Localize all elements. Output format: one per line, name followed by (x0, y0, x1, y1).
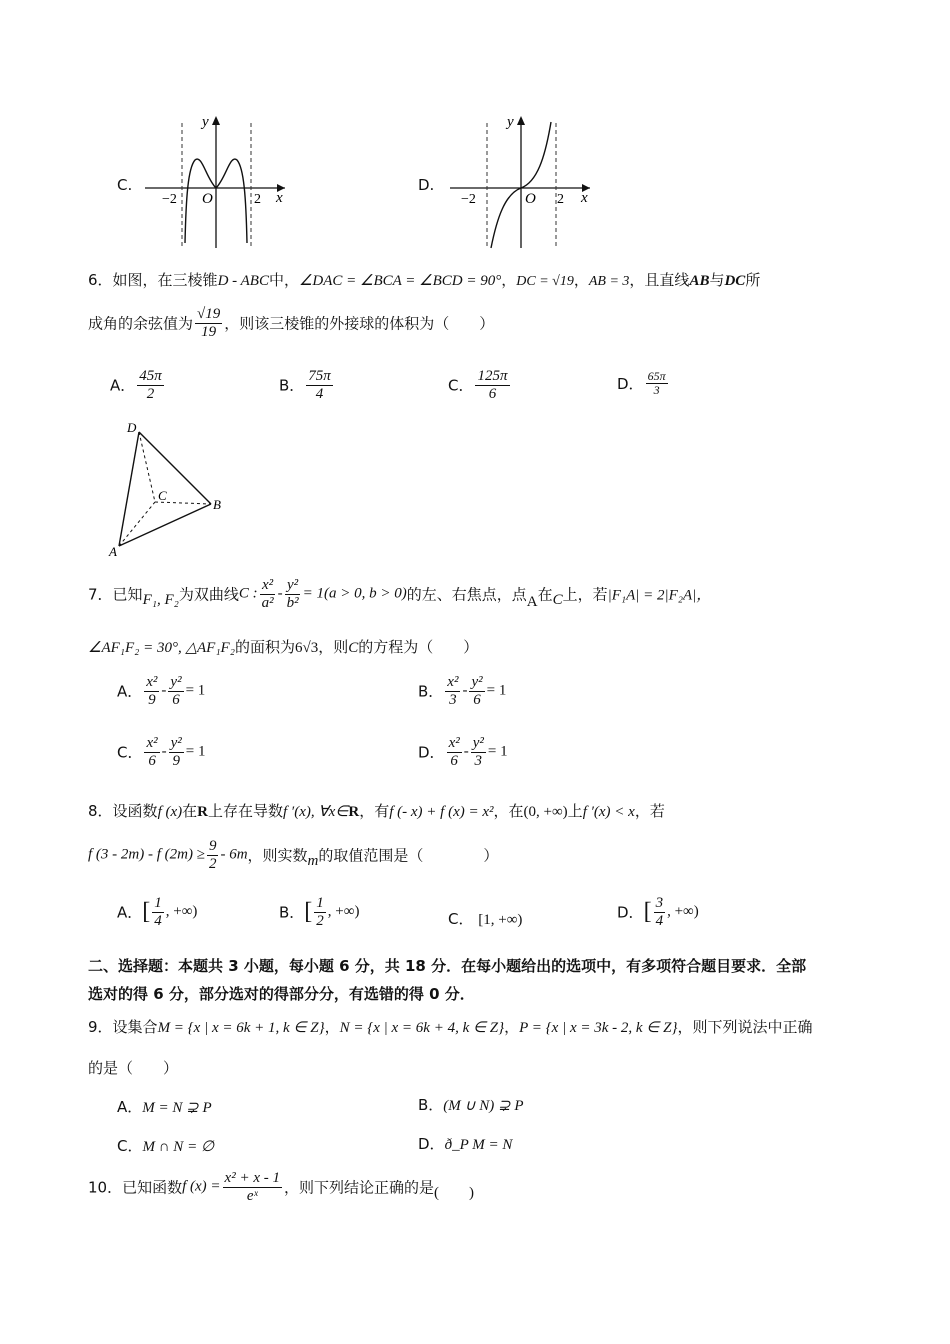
distance-condition: |F₁A| = 2|F₂A|， (607, 587, 712, 604)
minus-sign: - (463, 743, 469, 760)
q5-graph-c (140, 108, 290, 253)
text: ，且直线 (629, 271, 690, 289)
fraction (207, 838, 219, 872)
minus-sign: - (277, 585, 283, 602)
interval-tail: , +∞) (667, 903, 699, 920)
vertex-d: D (127, 420, 137, 435)
option-label: D． (418, 743, 445, 762)
function-fraction (223, 1170, 282, 1204)
separator: ， (504, 1018, 520, 1036)
text: ，则实数 (247, 846, 308, 865)
a-squared: 9 (148, 691, 156, 708)
option-label: C． (448, 910, 474, 928)
option-expr: M ∩ N = ∅ (142, 1139, 215, 1155)
question-number: 9． (88, 1018, 113, 1036)
text: 与 (709, 271, 725, 289)
numerator: 1 (316, 895, 324, 911)
denominator: 2 (208, 855, 217, 872)
b-squared: 6 (172, 691, 180, 708)
equation-rhs: = 1 (185, 682, 206, 699)
b-squared: 6 (473, 691, 481, 708)
denominator: 4 (315, 385, 324, 402)
option-label: B． (418, 1096, 444, 1114)
vertex-c: C (158, 488, 167, 503)
option-label: A． (117, 1098, 143, 1116)
curve-name: C : (238, 585, 258, 602)
text: 设集合 (112, 1018, 158, 1036)
tick-pos: 2 (254, 192, 261, 207)
q6-tetrahedron-figure (105, 418, 235, 560)
set-p: P = {x | x = 3k - 2, k ∈ Z} (519, 1020, 678, 1036)
text: 上 (567, 802, 583, 820)
tick-pos: 2 (557, 192, 564, 207)
b-squared: 9 (172, 752, 180, 769)
vertex-b: B (213, 497, 221, 512)
option-label: C． (117, 743, 143, 762)
text: ，则下列结论正确的是 (283, 1178, 434, 1197)
q6-option-c[interactable] (448, 368, 512, 402)
a-squared: 6 (148, 752, 156, 769)
q9-option-d[interactable] (418, 1133, 512, 1154)
q9-option-a[interactable] (117, 1096, 212, 1117)
text: 为双曲线 (178, 585, 239, 604)
q7-line2 (88, 636, 478, 657)
text: 中， (268, 271, 299, 289)
question-number: 6． (88, 271, 113, 289)
y-label: y (202, 114, 209, 130)
question-number: 7． (88, 585, 113, 604)
interval: (0, +∞) (523, 804, 568, 820)
denominator: 6 (488, 385, 497, 402)
option-label: C． (117, 1137, 143, 1155)
interval: [1, +∞) (478, 912, 523, 928)
text: ，有 (359, 802, 390, 820)
inequality-lhs: f (3 - 2m) - f (2m) ≥ (88, 846, 205, 863)
inequality-rhs: - 6m (220, 846, 248, 863)
q7-option-b[interactable]: B． $\frac{\text{x²}}{3}$ - $\frac{\text{y²}}{6}$ = 1 (418, 674, 507, 708)
option-value (306, 368, 333, 402)
b-squared: 3 (474, 752, 483, 769)
text: ，则下列说法中正确 (677, 1018, 813, 1036)
text: ，在 (493, 802, 524, 820)
curve-c: C (552, 591, 563, 608)
numerator: √19 (197, 306, 221, 322)
option-label: A． (110, 376, 136, 395)
line-dc: DC (724, 273, 746, 289)
q9-option-c[interactable] (117, 1135, 214, 1156)
q7-option-c[interactable]: C． $\frac{\text{x²}}{6}$ - $\frac{\text{y²}}{9}$ = 1 (117, 735, 206, 769)
function-f: f (x) (157, 804, 183, 820)
equation-rhs: = 1 (185, 743, 206, 760)
text: 的取值范围是（ ） (318, 846, 499, 865)
text: ，则该三棱锥的外接球的体积为（ ） (224, 314, 495, 333)
q6-option-b[interactable] (279, 368, 335, 402)
vertex-a: A (109, 544, 117, 559)
origin-label: O (202, 191, 213, 207)
q9-line2: 的是（ ） (88, 1059, 179, 1077)
x-label: x (276, 190, 283, 206)
section-2-heading-line2: 选对的得 6 分，部分选对的得部分分，有选错的得 0 分． (88, 985, 475, 1003)
y-arrow-icon (517, 116, 525, 125)
denominator: 2 (146, 385, 155, 402)
q8-line1 (88, 800, 665, 821)
angle-condition: ∠DAC = ∠BCA = ∠BCD = 90° (298, 273, 502, 289)
text: 已知 (112, 585, 143, 604)
text: ，则 (318, 638, 349, 656)
y-term: $\frac{\text{y²}}{\text{b²}}$ (286, 577, 299, 611)
x-term: $\frac{\text{x²}}{\text{a²}}$ (261, 577, 274, 611)
equation-rhs: = 1 (486, 682, 507, 699)
option-value (475, 368, 509, 402)
minus-sign: - (161, 743, 167, 760)
q7-option-d[interactable]: D． $\frac{\text{x²}}{6}$ - $\frac{\text{y²}}{3}$ = 1 (418, 735, 508, 769)
x-label: x (581, 190, 588, 206)
edge-ab (119, 504, 211, 546)
tetrahedron: D - ABC (217, 273, 269, 289)
denominator: 19 (201, 323, 217, 340)
tick-neg: −2 (162, 192, 177, 207)
q8-option-b[interactable] (279, 895, 359, 929)
text: 所 (745, 271, 761, 289)
q6-option-d[interactable] (617, 370, 670, 397)
q6-option-a[interactable] (110, 368, 166, 402)
text: 上存在导数 (208, 802, 284, 820)
dc-length: DC = √19 (516, 274, 574, 289)
text: 已知函数 (122, 1178, 183, 1197)
bracket: [ (304, 898, 313, 925)
option-label: B． (418, 682, 444, 701)
q8-option-d[interactable] (617, 895, 699, 929)
a-squared: 6 (450, 752, 458, 769)
interval-tail: , +∞) (165, 903, 198, 920)
equation-tail: = 1(a > 0, b > 0) (302, 585, 407, 602)
q8-option-a[interactable] (117, 895, 197, 929)
option-label: C． (448, 376, 474, 395)
option-label: B． (279, 376, 305, 395)
a-squared: 3 (449, 691, 457, 708)
option-value (646, 370, 668, 397)
q5-option-d-label: D. (418, 176, 435, 194)
numerator: 1 (154, 895, 162, 911)
line-ab: AB (689, 273, 710, 289)
q7-option-a[interactable]: A． $\frac{\text{x²}}{9}$ - $\frac{\text{y²}}{6}$ = 1 (117, 674, 206, 708)
q5-option-c-label: C. (117, 176, 133, 194)
function-lhs: f (x) = (182, 1178, 221, 1195)
text: 在 (537, 585, 553, 604)
option-label: B． (279, 903, 305, 922)
minus-sign: - (161, 682, 167, 699)
minus-sign: - (462, 682, 468, 699)
numerator: 3 (655, 895, 664, 911)
question-number: 8． (88, 802, 113, 820)
text: ，若 (634, 802, 665, 820)
denominator: eˣ (246, 1187, 258, 1204)
q9-option-b[interactable] (418, 1094, 524, 1115)
denominator: 2 (316, 912, 324, 929)
set-m: M = {x | x = 6k + 1, k ∈ Z} (157, 1020, 325, 1036)
numerator: 65π (647, 369, 666, 383)
q7-line1 (88, 577, 711, 611)
option-label: A． (117, 903, 143, 922)
edge-ac (119, 502, 155, 546)
text: 的面积为 (234, 638, 295, 656)
foci: F₁, F₂ (142, 591, 179, 608)
numerator: x² + x - 1 (224, 1170, 280, 1186)
option-label: D． (418, 1135, 445, 1153)
answer-paren: ( ) (434, 1184, 474, 1201)
edge-db (139, 432, 211, 504)
text: 的左、右焦点，点 (406, 585, 527, 604)
numerator: 125π (477, 368, 508, 384)
tick-neg: −2 (461, 192, 476, 207)
option-expr: M = N ⊋ P (142, 1100, 212, 1116)
denominator: 4 (655, 912, 664, 929)
q6-line1: 6．如图，在三棱锥D - ABC中，∠DAC = ∠BCA = ∠BCD = 90°，DC = √19，AB = 3，且直线AB与DC所 (88, 271, 761, 289)
q6-line2 (88, 306, 494, 340)
ab-length: AB = 3 (588, 274, 630, 289)
bracket: [ (142, 898, 151, 925)
text: 成角的余弦值为 (88, 314, 194, 333)
q8-line2 (88, 838, 498, 872)
text: 在 (182, 802, 198, 820)
separator: ， (324, 1018, 340, 1036)
option-expr: ð_P M = N (444, 1137, 513, 1153)
y-label: y (507, 114, 514, 130)
option-label: D． (617, 375, 644, 394)
question-number: 10． (88, 1178, 123, 1197)
q5-graph-d (445, 108, 595, 253)
text: 上，若 (562, 585, 608, 604)
numerator: 45π (139, 368, 162, 384)
derivative: f ′(x), ∀x∈ (283, 804, 349, 820)
text: 如图，在三棱锥 (112, 271, 218, 289)
option-value (137, 368, 164, 402)
curve-c: C (348, 640, 359, 656)
option-label: A． (117, 682, 143, 701)
area-value: 6√3 (294, 640, 319, 656)
edge-da (119, 432, 139, 546)
point-a: A (526, 593, 538, 610)
variable-m: m (307, 852, 319, 869)
q9-line1 (88, 1016, 812, 1037)
functional-equation: f (- x) + f (x) = x² (389, 804, 494, 820)
bracket: [ (643, 898, 652, 925)
origin-label: O (525, 191, 536, 207)
interval-tail: , +∞) (327, 903, 360, 920)
equation-rhs: = 1 (487, 743, 508, 760)
numerator: 75π (308, 368, 331, 384)
numerator: 9 (208, 838, 217, 854)
section-2-heading-line1: 二、选择题：本题共 3 小题，每小题 6 分，共 18 分．在每小题给出的选项中，有多项符合题目要求．全部 (88, 957, 807, 975)
q8-option-c[interactable] (448, 908, 522, 929)
edge-dc (139, 432, 155, 502)
angle-condition: ∠AF₁F₂ = 30°, △AF₁F₂ (88, 640, 235, 656)
real-set: R (348, 804, 360, 820)
text: 的方程为（ ） (358, 638, 479, 656)
option-expr: (M ∪ N) ⊋ P (443, 1098, 524, 1114)
denominator: 4 (154, 912, 162, 929)
set-n: N = {x | x = 6k + 4, k ∈ Z} (339, 1020, 505, 1036)
cos-value (195, 306, 222, 340)
text: 设函数 (112, 802, 158, 820)
y-arrow-icon (212, 116, 220, 125)
denominator: 3 (653, 383, 660, 398)
q10-line1 (88, 1170, 474, 1204)
option-label: D． (617, 903, 644, 922)
real-set: R (197, 804, 208, 820)
derivative-inequality: f ′(x) < x (582, 804, 635, 820)
